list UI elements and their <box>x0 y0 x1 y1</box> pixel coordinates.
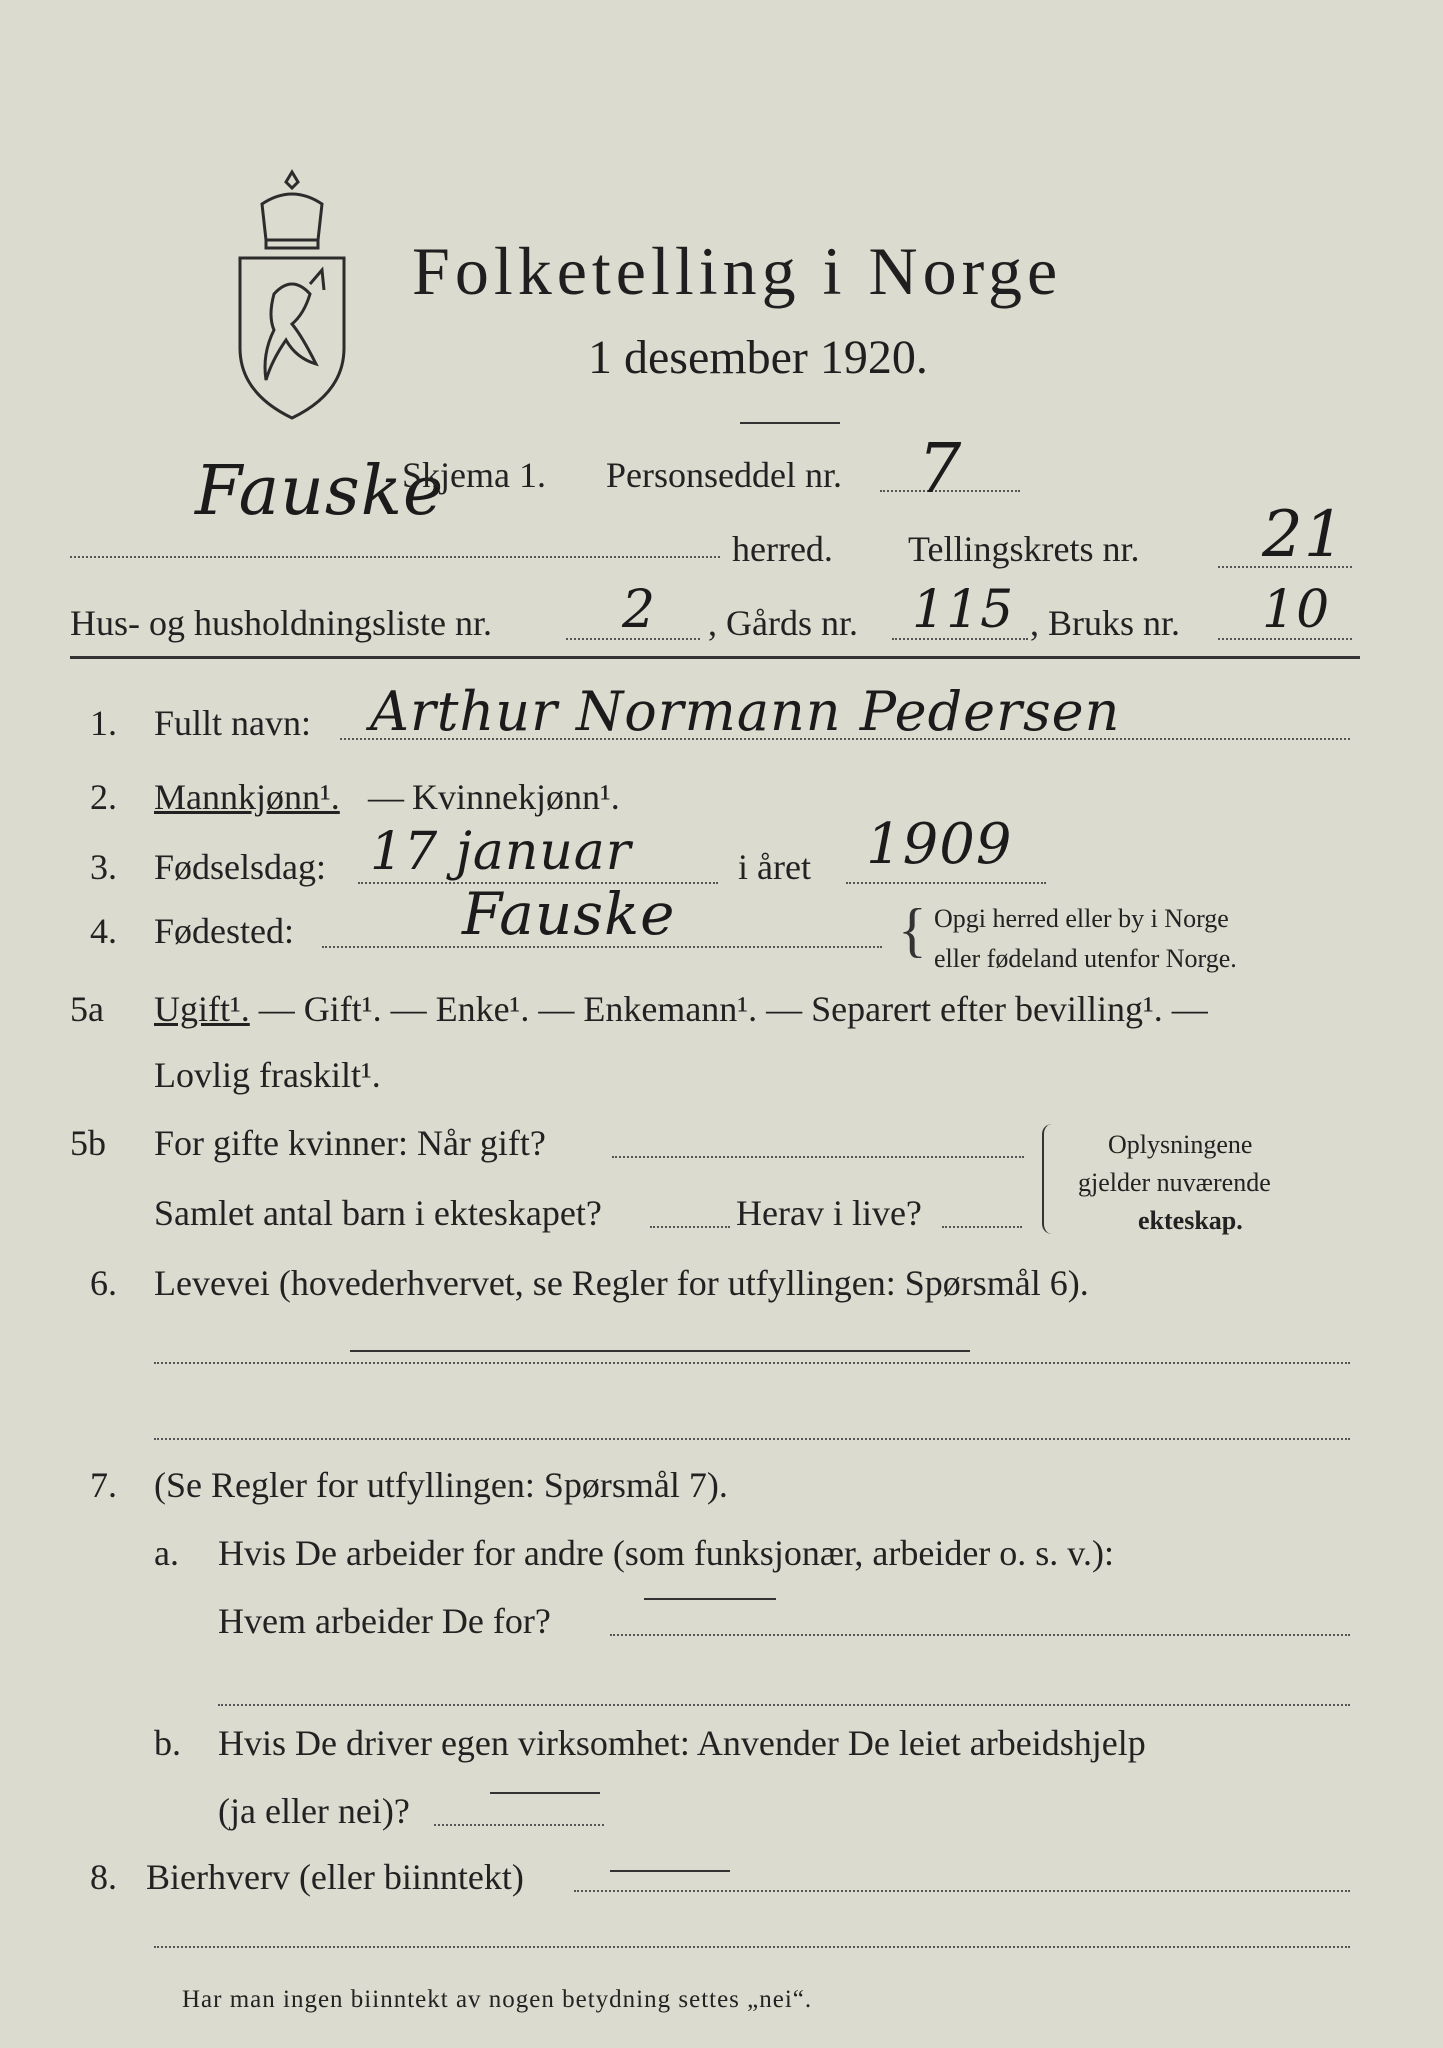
marital-other-options[interactable]: — Gift¹. — Enke¹. — Enkemann¹. — Separert efter bevilling¹. — <box>249 989 1208 1029</box>
bruks-value[interactable]: 10 <box>1262 580 1331 640</box>
handwritten-place-name[interactable]: Fauske <box>195 452 445 531</box>
q5b-number: 5b <box>70 1123 106 1163</box>
q6-number: 6. <box>90 1263 117 1303</box>
q4-number: 4. <box>90 911 117 951</box>
q6-label: Levevei (hovederhvervet, se Regler for utfyllingen: Spørsmål 6). <box>154 1263 1089 1303</box>
employer-dash-stroke <box>644 1598 776 1600</box>
q8-number: 8. <box>90 1857 117 1897</box>
hired-help-dash-stroke <box>490 1792 600 1794</box>
birth-year-line <box>846 882 1046 884</box>
q3-number: 3. <box>90 847 117 887</box>
sex-male-option[interactable]: Mannkjønn¹. <box>154 777 340 817</box>
occupation-line2[interactable] <box>154 1438 1350 1440</box>
alive-line <box>942 1226 1022 1228</box>
q1-label: Fullt navn: <box>154 703 312 743</box>
husholdningsliste-value[interactable]: 2 <box>622 580 657 640</box>
birthplace-value[interactable]: Fauske <box>462 880 676 948</box>
q5b-note2: gjelder nuværende <box>1078 1168 1271 1197</box>
occupation-dash-stroke <box>350 1350 970 1352</box>
herred-line <box>70 556 720 558</box>
birthday-value[interactable]: 17 januar <box>370 822 632 882</box>
personseddel-label: Personseddel nr. <box>606 455 842 495</box>
q7-label: (Se Regler for utfyllingen: Spørsmål 7). <box>154 1465 728 1505</box>
q8-label: Bierhverv (eller biinntekt) <box>146 1857 524 1897</box>
personseddel-value[interactable]: 7 <box>918 430 963 509</box>
side-income-dash-stroke <box>610 1870 730 1872</box>
q4-note-line1: Opgi herred eller by i Norge <box>934 904 1229 933</box>
skjema-label: Skjema 1. <box>402 455 546 495</box>
q5b-children-label: Samlet antal barn i ekteskapet? <box>154 1193 602 1233</box>
q7a-line2: Hvem arbeider De for? <box>218 1601 551 1641</box>
title-divider <box>740 422 840 424</box>
q3-label: Fødselsdag: <box>154 847 327 887</box>
gards-label: , Gårds nr. <box>708 603 858 643</box>
q7a-letter: a. <box>154 1533 179 1573</box>
q5b-note3: ekteskap. <box>1138 1206 1243 1235</box>
q1-number: 1. <box>90 703 117 743</box>
q4-note-brace: { <box>898 897 927 963</box>
birth-year-value[interactable]: 1909 <box>866 812 1013 877</box>
hired-help-line[interactable] <box>434 1824 604 1826</box>
children-line <box>650 1226 730 1228</box>
q7b-line1: Hvis De driver egen virksomhet: Anvender De leiet arbeidshjelp <box>218 1723 1146 1763</box>
q5b-line1: For gifte kvinner: Når gift? <box>154 1123 546 1163</box>
q7b-letter: b. <box>154 1723 181 1763</box>
employer-line2[interactable] <box>218 1704 1350 1706</box>
q5b-alive-label: Herav i live? <box>736 1193 922 1233</box>
q4-note-line2: eller fødeland utenfor Norge. <box>934 944 1237 973</box>
marital-status-line1 <box>154 988 1208 1030</box>
tellingskrets-value[interactable]: 21 <box>1262 498 1346 572</box>
full-name-value[interactable]: Arthur Normann Pedersen <box>370 680 1121 743</box>
q2-number: 2. <box>90 777 117 817</box>
census-date: 1 desember 1920. <box>588 331 928 384</box>
side-income-line2[interactable] <box>154 1946 1350 1948</box>
employer-line[interactable] <box>610 1634 1350 1636</box>
form-title: Folketelling i Norge <box>412 233 1063 309</box>
gards-value[interactable]: 115 <box>912 580 1015 640</box>
q5b-note1: Oplysningene <box>1108 1130 1253 1159</box>
sex-female-option[interactable]: Kvinnekjønn¹. <box>412 777 620 817</box>
side-income-line[interactable] <box>574 1890 1350 1892</box>
married-when-line <box>612 1156 1024 1158</box>
q4-label: Fødested: <box>154 911 294 951</box>
marital-status-line2[interactable]: Lovlig fraskilt¹. <box>154 1055 381 1095</box>
birth-year-label: i året <box>738 847 811 887</box>
bruks-label: , Bruks nr. <box>1030 603 1181 643</box>
header-divider <box>70 656 1360 659</box>
tellingskrets-label: Tellingskrets nr. <box>908 529 1140 569</box>
q7b-line2: (ja eller nei)? <box>218 1791 410 1831</box>
coat-of-arms-icon <box>232 164 352 424</box>
q5a-number: 5a <box>70 989 104 1029</box>
q2-separator: — <box>368 777 404 817</box>
footer-note: Har man ingen biinntekt av nogen betydning settes „nei“. <box>182 1986 813 2013</box>
occupation-line1[interactable] <box>154 1362 1350 1364</box>
husholdningsliste-label: Hus- og husholdningsliste nr. <box>70 603 493 643</box>
q7-number: 7. <box>90 1465 117 1505</box>
q5b-note-bracket <box>1042 1124 1052 1234</box>
q7a-line1: Hvis De arbeider for andre (som funksjonær, arbeider o. s. v.): <box>218 1533 1114 1573</box>
marital-ugift-option[interactable]: Ugift¹. <box>154 989 250 1029</box>
herred-label: herred. <box>732 529 833 569</box>
